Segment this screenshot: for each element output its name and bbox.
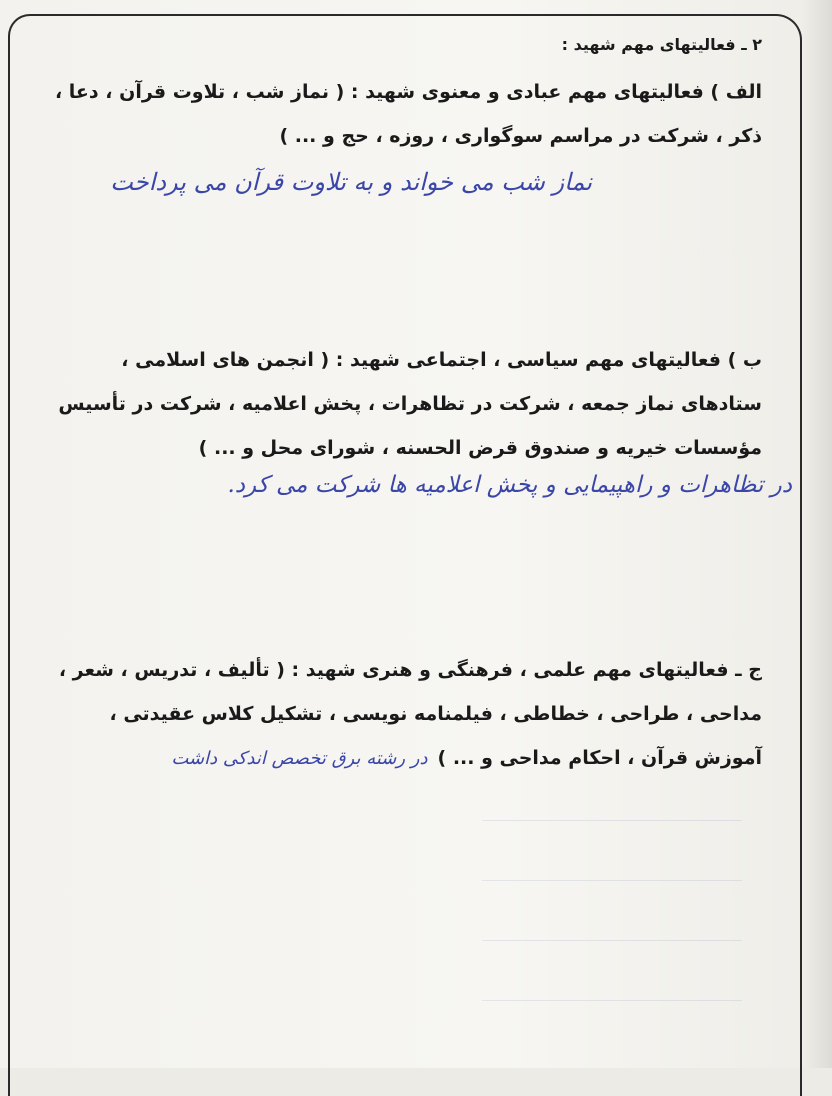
show-through-mark xyxy=(482,940,742,963)
section-heading: ۲ ـ فعالیتهای مهم شهید : xyxy=(561,35,762,54)
show-through-mark xyxy=(482,1000,742,1023)
handwritten-answer-c: در رشته برق تخصص اندکی داشت xyxy=(171,748,428,769)
handwritten-answer-b: در تظاهرات و راهپیمایی و پخش اعلامیه ها شرکت می کرد. xyxy=(227,472,792,498)
handwritten-answer-a: نماز شب می خواند و به تلاوت قرآن می پرداخت xyxy=(110,168,592,196)
section-c-line-3-text: آموزش قرآن ، احکام مداحی و ... ) xyxy=(437,747,762,769)
section-c-line-1: ج ـ فعالیتهای مهم علمی ، فرهنگی و هنری شهید : ( تألیف ، تدریس ، شعر ، xyxy=(58,659,762,681)
section-c-line-3 xyxy=(30,736,762,781)
show-through-mark xyxy=(482,820,742,843)
scan-edge-shadow xyxy=(802,0,832,1068)
section-a-line-2: ذکر ، شرکت در مراسم سوگواری ، روزه ، حج و ... ) xyxy=(279,125,762,147)
section-b-line-3: مؤسسات خیریه و صندوق قرض الحسنه ، شورای محل و ... ) xyxy=(198,437,762,459)
section-a-text xyxy=(30,70,762,158)
section-b-line-2: ستادهای نماز جمعه ، شرکت در تظاهرات ، پخش اعلامیه ، شرکت در تأسیس xyxy=(58,393,762,415)
section-c-line-2: مداحی ، طراحی ، خطاطی ، فیلمنامه نویسی ، تشکیل کلاس عقیدتی ، xyxy=(109,703,762,725)
section-b-text xyxy=(30,338,762,470)
section-c-text xyxy=(30,648,762,781)
section-b-line-1: ب ) فعالیتهای مهم سیاسی ، اجتماعی شهید : ( انجمن های اسلامی ، xyxy=(121,349,762,371)
section-a-line-1: الف ) فعالیتهای مهم عبادی و معنوی شهید : ( نماز شب ، تلاوت قرآن ، دعا ، xyxy=(54,81,762,103)
show-through-mark xyxy=(482,880,742,903)
